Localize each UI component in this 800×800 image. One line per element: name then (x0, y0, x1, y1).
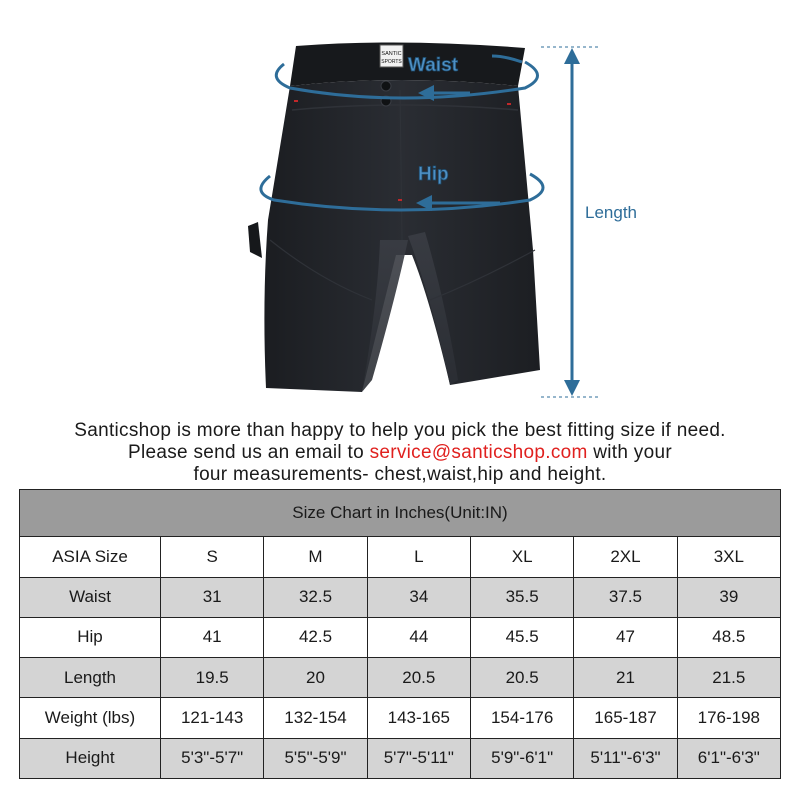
length-measure-indicator (541, 47, 637, 397)
row-label: Weight (lbs) (20, 698, 161, 738)
sizing-help-notice (0, 420, 800, 486)
table-cell: 34 (367, 577, 470, 617)
row-label: Length (20, 658, 161, 698)
table-cell: 143-165 (367, 698, 470, 738)
table-row-height (20, 738, 781, 778)
row-label: Height (20, 738, 161, 778)
size-chart-table (19, 489, 781, 779)
table-cell: 48.5 (677, 617, 780, 657)
notice-line-2-suffix: with your (587, 442, 672, 463)
table-cell: 47 (574, 617, 677, 657)
table-row-weight (20, 698, 781, 738)
size-header-row (20, 537, 781, 577)
table-cell: 39 (677, 577, 780, 617)
table-cell: 154-176 (470, 698, 573, 738)
email-link[interactable]: service@santicshop.com (369, 442, 588, 463)
table-cell: 165-187 (574, 698, 677, 738)
length-label: Length (585, 203, 637, 222)
notice-line-1: Santicshop is more than happy to help you pick the best fitting size if need. (74, 420, 726, 441)
table-cell: 21 (574, 658, 677, 698)
table-cell: 19.5 (161, 658, 264, 698)
table-cell: 21.5 (677, 658, 780, 698)
table-cell: 20.5 (470, 658, 573, 698)
table-cell: 5'5"-5'9" (264, 738, 367, 778)
size-chart-title: Size Chart in Inches(Unit:IN) (20, 490, 781, 537)
table-cell: 5'11"-6'3" (574, 738, 677, 778)
table-cell: 44 (367, 617, 470, 657)
size-header-cell: 2XL (574, 537, 677, 577)
table-cell: 121-143 (161, 698, 264, 738)
length-arrow-down-icon (564, 380, 580, 396)
size-header-cell: M (264, 537, 367, 577)
table-cell: 5'3"-5'7" (161, 738, 264, 778)
waist-label: Waist (408, 55, 458, 76)
table-cell: 132-154 (264, 698, 367, 738)
length-arrow-up-icon (564, 48, 580, 64)
table-cell: 176-198 (677, 698, 780, 738)
table-cell: 5'7"-5'11" (367, 738, 470, 778)
hip-label: Hip (418, 164, 449, 185)
table-cell: 37.5 (574, 577, 677, 617)
table-row-waist (20, 577, 781, 617)
table-cell: 32.5 (264, 577, 367, 617)
table-cell: 35.5 (470, 577, 573, 617)
row-label: Hip (20, 617, 161, 657)
brand-tag-line2: SPORTS (381, 59, 402, 65)
brand-tag (380, 45, 403, 67)
size-header-cell: L (367, 537, 470, 577)
size-header-label: ASIA Size (20, 537, 161, 577)
table-cell: 5'9"-6'1" (470, 738, 573, 778)
shorts-image (248, 42, 540, 392)
notice-line-3: four measurements- chest,waist,hip and height. (193, 464, 607, 485)
table-cell: 45.5 (470, 617, 573, 657)
size-header-cell: S (161, 537, 264, 577)
row-label: Waist (20, 577, 161, 617)
table-row-length (20, 658, 781, 698)
table-cell: 41 (161, 617, 264, 657)
table-cell: 42.5 (264, 617, 367, 657)
table-row-hip (20, 617, 781, 657)
table-cell: 20 (264, 658, 367, 698)
table-cell: 31 (161, 577, 264, 617)
table-cell: 20.5 (367, 658, 470, 698)
brand-tag-line1: SANTIC (381, 51, 402, 57)
size-header-cell: 3XL (677, 537, 780, 577)
notice-line-2-prefix: Please send us an email to (128, 442, 370, 463)
size-header-cell: XL (470, 537, 573, 577)
notice-line-2 (0, 442, 800, 464)
table-cell: 6'1"-6'3" (677, 738, 780, 778)
